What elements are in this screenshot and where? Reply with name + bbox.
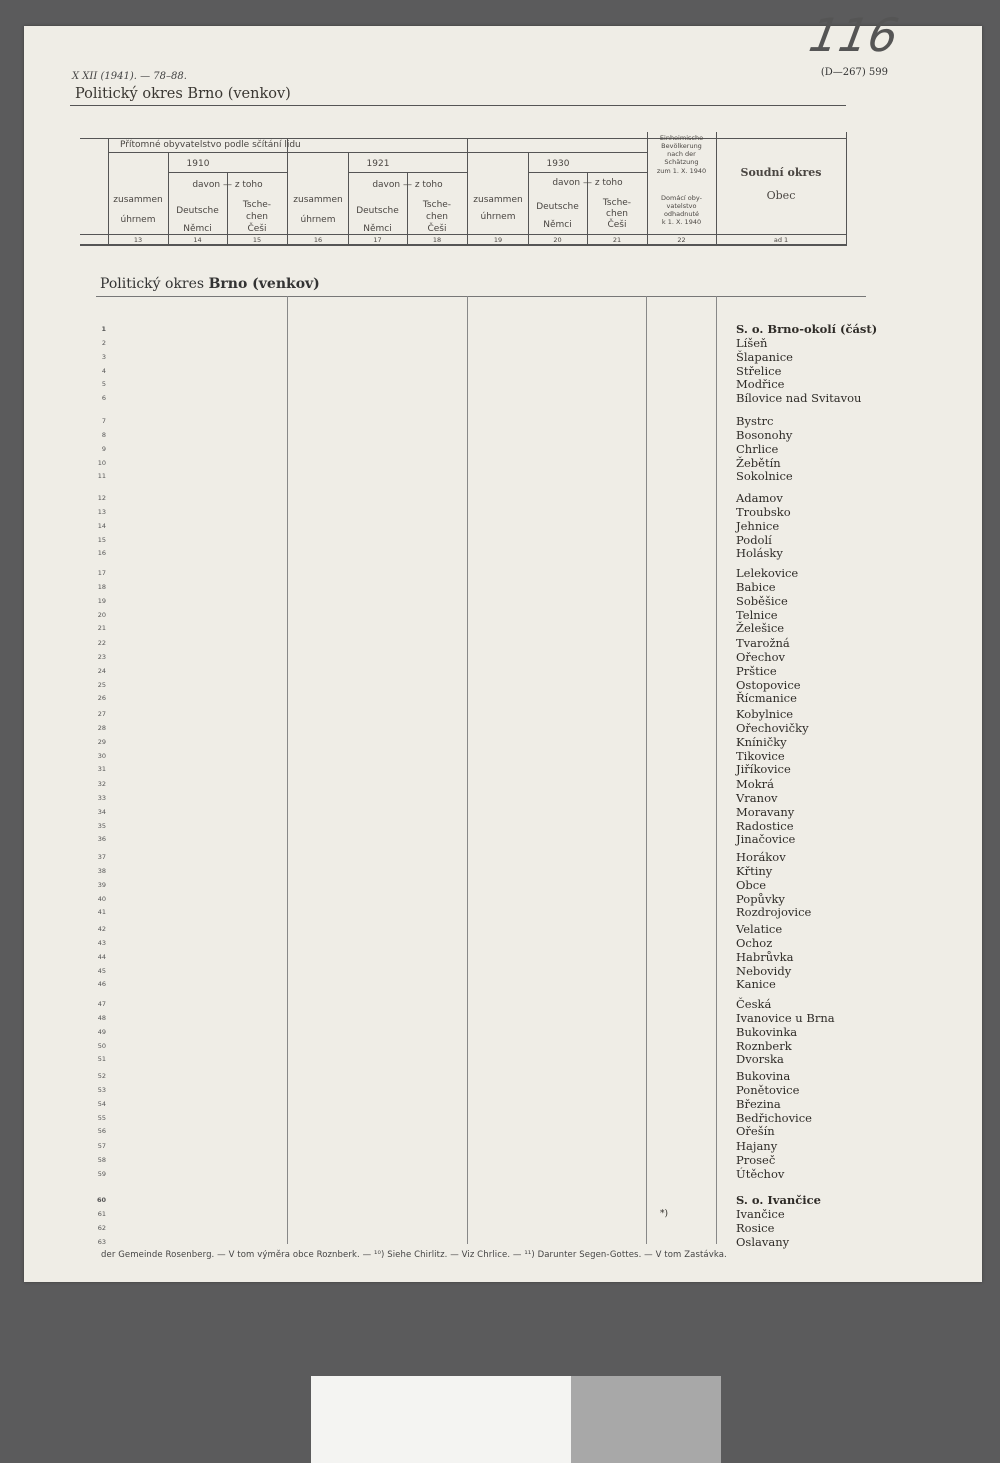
municipality-name: Jehnice: [736, 518, 780, 533]
row-number: 41: [97, 908, 106, 917]
header-col-20: 20: [553, 236, 562, 244]
header-col-15: 15: [252, 236, 262, 244]
municipality-name: Jinačovice: [736, 832, 796, 847]
municipality-name: Kníničky: [736, 734, 787, 749]
municipality-name: Křtiny: [736, 863, 773, 878]
header-soudni-okres: Soudní okres: [740, 166, 822, 179]
header-tsche-1921: Tsche-: [422, 200, 452, 210]
municipality-name: Babice: [736, 579, 776, 594]
municipality-name: Česká: [736, 997, 772, 1011]
row-number: 8: [101, 430, 106, 439]
municipality-name: Soběšice: [736, 593, 788, 608]
header-nemci-1921: Němci: [363, 224, 392, 234]
row-number: 56: [97, 1127, 106, 1136]
municipality-name: Šlapanice: [736, 349, 793, 364]
municipality-name: Dvorska: [736, 1052, 784, 1067]
row-number: 51: [97, 1055, 106, 1064]
municipality-name: Vranov: [736, 790, 778, 805]
municipality-name: Jiříkovice: [736, 762, 791, 777]
header-chen-1910: chen: [246, 212, 268, 222]
header-year-1910: 1910: [186, 159, 210, 169]
row-number: 58: [97, 1155, 106, 1164]
header-nemci-1910: Němci: [183, 224, 212, 234]
municipality-name: Střelice: [736, 363, 782, 378]
scan-grey-card: [571, 1376, 721, 1463]
scan-white-card: [311, 1376, 571, 1463]
municipality-name: Obce: [736, 877, 767, 892]
municipality-name: Bedřichovice: [736, 1110, 812, 1125]
municipality-name: Telnice: [736, 607, 778, 622]
header-col-18: 18: [432, 236, 442, 244]
municipality-name: Habrůvka: [736, 949, 794, 964]
header-col-19: 19: [493, 236, 503, 244]
title-rule: [70, 105, 846, 106]
row-number: 17: [97, 569, 106, 577]
page-title: Politický okres Brno (venkov): [75, 86, 291, 102]
header-nemci-1930: Němci: [543, 220, 572, 230]
row-number: 62: [97, 1223, 106, 1232]
municipality-name: Troubsko: [736, 504, 791, 519]
column-rule: [646, 296, 647, 1244]
municipality-name: Ivanovice u Brna: [736, 1010, 835, 1025]
header-year-1930: 1930: [546, 159, 570, 169]
row-number: 31: [97, 765, 106, 774]
column-rule: [716, 296, 717, 1244]
row-number: 32: [97, 780, 106, 788]
row-number: 12: [97, 494, 106, 502]
municipality-name: Velatice: [736, 922, 783, 936]
row-number: 60: [96, 1196, 106, 1204]
row-number: 7: [101, 417, 106, 425]
row-number: 3: [101, 352, 106, 361]
row-number: 4: [101, 366, 106, 375]
municipality-name: Bukovina: [736, 1069, 791, 1083]
row-number: 47: [97, 1000, 106, 1008]
municipality-name: Ponětovice: [736, 1082, 800, 1097]
header-top-label: Přítomné obyvatelstvo podle sčítání lidu: [120, 140, 301, 150]
header-chen-1930: chen: [606, 209, 628, 219]
row-number: 6: [101, 394, 106, 403]
row-number: 25: [97, 680, 106, 689]
municipality-name: Mokrá: [736, 777, 775, 791]
municipality-name: Ořechovičky: [736, 720, 809, 735]
row-number: 36: [97, 835, 106, 844]
header-col-16: 16: [313, 236, 323, 244]
row-number: 18: [97, 582, 106, 591]
municipality-name: Horákov: [736, 850, 786, 864]
row-number: 21: [97, 624, 106, 633]
header-col-22: 22: [677, 236, 686, 244]
header-deutsche-1910: Deutsche: [176, 206, 219, 216]
municipality-name: Popůvky: [736, 891, 785, 906]
municipality-name: Chrlice: [736, 441, 779, 456]
header-davon-1921: davon — z toho: [372, 180, 443, 190]
header-uhrnem-1930: úhrnem: [480, 212, 516, 222]
municipality-name: Rozdrojovice: [736, 905, 812, 920]
header-cesi-1910: Češi: [247, 224, 267, 234]
section-title: Politický okres Brno (venkov): [100, 276, 320, 292]
column-rule: [287, 296, 288, 1244]
row-number: 20: [97, 610, 106, 619]
row-number: 54: [97, 1099, 106, 1108]
municipality-name: Žebětín: [736, 455, 781, 470]
municipality-name: Sokolnice: [736, 469, 793, 484]
row-number: 46: [97, 980, 106, 989]
row-number: 43: [97, 938, 106, 947]
row-number: 53: [97, 1085, 106, 1094]
footnote-mark: *): [660, 1208, 669, 1219]
row-number: 23: [97, 652, 106, 661]
district-name: S. o. Brno-okolí (část): [736, 322, 878, 336]
municipality-name: Bílovice nad Svitavou: [736, 391, 862, 406]
header-uhrnem-1921: úhrnem: [300, 215, 336, 225]
header-deutsche-1930: Deutsche: [536, 202, 579, 212]
header-einheimische: Einheimische Bevölkerung nach der Schätzung zum 1. X. 1940: [656, 134, 707, 175]
row-number: 61: [97, 1209, 106, 1218]
row-number: 39: [97, 880, 106, 889]
row-number: 2: [101, 338, 106, 347]
row-number: 45: [97, 966, 106, 975]
municipality-name: Prštice: [736, 663, 777, 678]
municipality-name: Radostice: [736, 818, 794, 833]
municipality-name: Lelekovice: [736, 566, 799, 580]
row-number: 26: [97, 694, 106, 703]
row-number: 42: [97, 925, 106, 933]
header-col-ad1: ad 1: [773, 236, 789, 244]
row-number: 34: [97, 807, 106, 816]
source-reference: X XII (1941). — 78–88.: [72, 71, 187, 82]
row-number: 29: [97, 737, 106, 746]
row-number: 52: [97, 1072, 106, 1080]
municipality-name: Modřice: [736, 377, 785, 392]
municipality-name: Březina: [736, 1096, 781, 1111]
municipality-name: Moravany: [736, 804, 795, 819]
row-number: 49: [97, 1027, 106, 1036]
header-cesi-1930: Češi: [607, 220, 627, 230]
row-number: 27: [97, 710, 106, 718]
municipality-name: Holásky: [736, 546, 783, 561]
header-col-14: 14: [193, 236, 202, 244]
row-number: 24: [97, 666, 106, 675]
header-col-21: 21: [612, 236, 622, 244]
header-davon-1910: davon — z toho: [192, 180, 263, 190]
header-davon-1930: davon — z toho: [552, 178, 623, 188]
row-number: 40: [97, 894, 106, 903]
row-number: 9: [101, 444, 106, 453]
row-number: 63: [97, 1237, 106, 1246]
header-col-13: 13: [133, 236, 143, 244]
row-number: 50: [97, 1041, 106, 1050]
municipality-name: Ořešín: [736, 1124, 775, 1139]
municipality-name: Proseč: [736, 1152, 776, 1167]
municipality-name: Podolí: [736, 532, 772, 547]
header-zusammen-1921: zusammen: [293, 195, 343, 205]
municipality-name: Želešice: [736, 621, 785, 636]
row-number: 13: [97, 507, 106, 516]
section-rule: [96, 296, 866, 297]
row-number: 55: [97, 1113, 106, 1122]
header-domaci: Domácí oby- vatelstvo odhadnuté k 1. X. 1940: [661, 194, 702, 227]
municipality-name: Tikovice: [736, 748, 785, 763]
municipality-name: Adamov: [736, 491, 783, 505]
row-number: 30: [97, 751, 106, 760]
municipality-name: Bystrc: [736, 414, 774, 428]
municipality-name: Oslavany: [736, 1234, 790, 1249]
row-number: 11: [97, 472, 106, 481]
handwritten-page-number: 116: [805, 8, 903, 62]
header-cesi-1921: Češi: [427, 224, 447, 234]
municipality-name: Líšeň: [736, 335, 768, 350]
municipality-name: Ochoz: [736, 935, 773, 950]
municipality-name: Tvarožná: [736, 636, 790, 650]
municipality-name: Ivančice: [736, 1206, 785, 1221]
row-number: 37: [97, 853, 106, 861]
row-number: 15: [97, 535, 106, 544]
municipality-name: Rosice: [736, 1220, 775, 1235]
municipality-name: Bosonohy: [736, 427, 793, 442]
row-number: 44: [97, 952, 106, 961]
row-number: 22: [97, 639, 106, 647]
page-number: (D—267) 599: [820, 67, 888, 78]
header-zusammen-1910: zusammen: [113, 195, 163, 205]
row-number: 38: [97, 866, 106, 875]
row-number: 33: [97, 793, 106, 802]
header-chen-1921: chen: [426, 212, 448, 222]
municipality-name: Bukovinka: [736, 1024, 798, 1039]
footnote: der Gemeinde Rosenberg. — V tom výměra obce Roznberk. — ¹⁰) Siehe Chirlitz. — Viz Chrlice. — ¹¹) Darunter Segen-Gottes. — V tom Zastávka.: [101, 1250, 727, 1260]
row-number: 1: [101, 325, 106, 333]
header-deutsche-1921: Deutsche: [356, 206, 399, 216]
municipality-name: Ostopovice: [736, 677, 801, 692]
header-tsche-1910: Tsche-: [242, 200, 272, 210]
header-uhrnem-1910: úhrnem: [120, 215, 156, 225]
row-number: 14: [97, 521, 106, 530]
column-rule: [467, 296, 468, 1244]
row-number: 48: [97, 1013, 106, 1022]
row-number: 57: [97, 1142, 106, 1150]
header-col-17: 17: [373, 236, 382, 244]
row-number: 10: [97, 458, 106, 467]
row-number: 19: [97, 596, 106, 605]
header-zusammen-1930: zusammen: [473, 195, 523, 205]
header-obec: Obec: [766, 189, 796, 202]
municipality-name: Kanice: [736, 977, 776, 992]
municipality-name: Kobylnice: [736, 707, 794, 721]
row-number: 59: [97, 1169, 106, 1178]
table-header: [80, 112, 846, 246]
municipality-name: Hajany: [736, 1139, 778, 1153]
row-number: 35: [97, 821, 106, 830]
district-name: S. o. Ivančice: [736, 1193, 821, 1207]
row-number: 28: [97, 723, 106, 732]
municipality-name: Útěchov: [736, 1166, 785, 1181]
row-number: 5: [101, 380, 106, 389]
header-tsche-1930: Tsche-: [602, 198, 632, 208]
municipality-name: Ořechov: [736, 649, 785, 664]
header-year-1921: 1921: [366, 159, 390, 169]
municipality-name: Nebovidy: [736, 963, 792, 978]
row-number: 16: [97, 549, 106, 558]
municipality-name: Řícmanice: [736, 691, 797, 706]
municipality-name: Roznberk: [736, 1038, 792, 1053]
